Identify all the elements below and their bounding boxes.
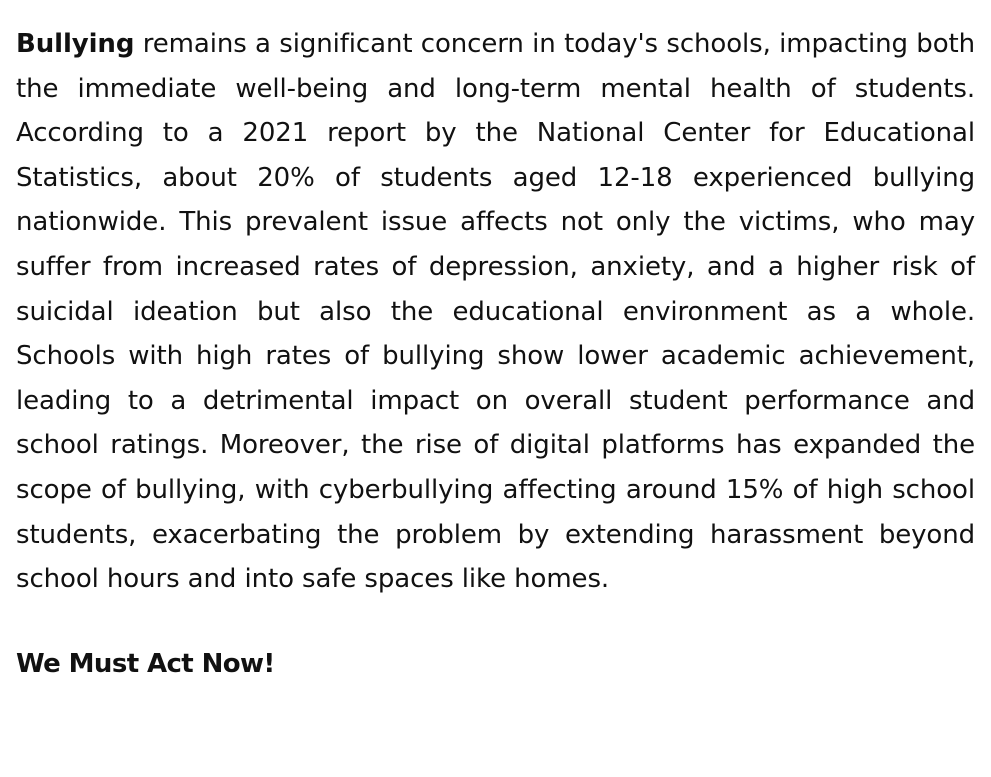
lead-word: Bullying	[16, 29, 135, 59]
paragraph-text: remains a significant concern in today's schools, impacting both the immediate well-being and long-term mental health of students. According to a 2021 report by the National Center for Educational Statistics, about 20% of students aged 12-18 experienced bullying nationwide. This prevalent issue affects not only the victims, who may suffer from increased rates of depression, anxiety, and a higher risk of suicidal ideation but also the educational environment as a whole. Schools with high rates of bullying show lower academic achievement, leading to a detrimental impact on overall student performance and school ratings. Moreover, the rise of digital platforms has expanded the scope of bullying, with cyberbullying affecting around 15% of high school students, exacerbating the problem by extending harassment beyond school hours and into safe spaces like homes.	[16, 29, 975, 595]
document-body	[16, 22, 975, 686]
call-to-action-heading: We Must Act Now!	[16, 648, 275, 679]
body-paragraph	[16, 22, 975, 602]
